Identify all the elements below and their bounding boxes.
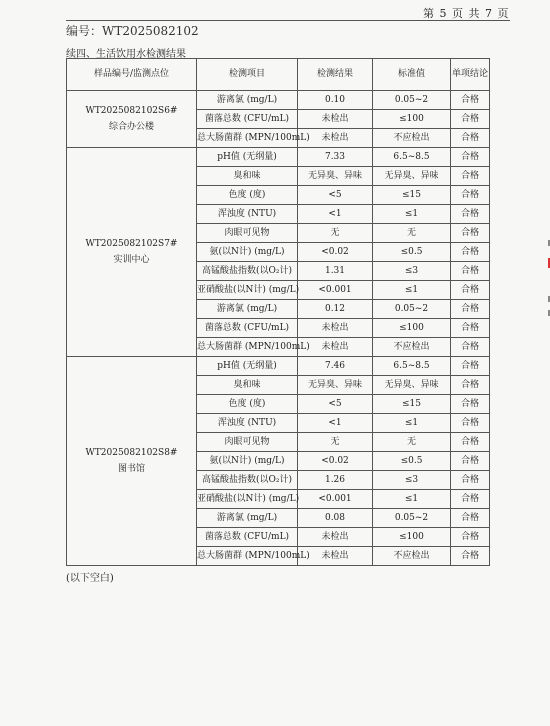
standard-cell: ≤1: [373, 281, 451, 300]
conclusion-cell: 合格: [451, 319, 490, 338]
conclusion-cell: 合格: [451, 490, 490, 509]
table-row: [67, 357, 490, 376]
result-cell: <5: [298, 186, 373, 205]
conclusion-cell: 合格: [451, 129, 490, 148]
item-cell: 高锰酸盐指数(以O₂计): [197, 471, 298, 490]
item-cell: 亚硝酸盐(以N计) (mg/L): [197, 490, 298, 509]
item-cell: 菌落总数 (CFU/mL): [197, 110, 298, 129]
conclusion-cell: 合格: [451, 338, 490, 357]
conclusion-cell: 合格: [451, 395, 490, 414]
result-cell: <1: [298, 205, 373, 224]
result-cell: 7.33: [298, 148, 373, 167]
item-cell: 色度 (度): [197, 395, 298, 414]
standard-cell: 不应检出: [373, 338, 451, 357]
standard-cell: ≤15: [373, 186, 451, 205]
result-cell: 未检出: [298, 547, 373, 566]
result-cell: 1.26: [298, 471, 373, 490]
result-cell: 未检出: [298, 129, 373, 148]
result-cell: 1.31: [298, 262, 373, 281]
result-cell: 无异臭、异味: [298, 376, 373, 395]
standard-cell: ≤100: [373, 110, 451, 129]
item-cell: 肉眼可见物: [197, 433, 298, 452]
conclusion-cell: 合格: [451, 224, 490, 243]
conclusion-cell: 合格: [451, 205, 490, 224]
conclusion-cell: 合格: [451, 186, 490, 205]
item-cell: 高锰酸盐指数(以O₂计): [197, 262, 298, 281]
item-cell: 氨(以N计) (mg/L): [197, 243, 298, 262]
report-number: 编号：WT2025082102: [66, 24, 199, 38]
standard-cell: ≤3: [373, 471, 451, 490]
header-item: 检测项目: [197, 59, 298, 91]
conclusion-cell: 合格: [451, 281, 490, 300]
section-title: 续四、生活饮用水检测结果: [66, 49, 186, 60]
result-cell: <1: [298, 414, 373, 433]
item-cell: 游离氯 (mg/L): [197, 509, 298, 528]
sample-point-cell: [67, 357, 197, 566]
table-row: [67, 148, 490, 167]
standard-cell: ≤100: [373, 319, 451, 338]
sample-location: 图书馆: [117, 464, 145, 474]
result-cell: 无: [298, 433, 373, 452]
standard-cell: ≤1: [373, 490, 451, 509]
header-conclusion: 单项结论: [451, 59, 490, 91]
item-cell: 总大肠菌群 (MPN/100mL): [197, 547, 298, 566]
item-cell: 浑浊度 (NTU): [197, 414, 298, 433]
sample-point-cell: [67, 91, 197, 148]
conclusion-cell: 合格: [451, 433, 490, 452]
standard-cell: 无异臭、异味: [373, 167, 451, 186]
standard-cell: 不应检出: [373, 129, 451, 148]
item-cell: 菌落总数 (CFU/mL): [197, 319, 298, 338]
standard-cell: ≤1: [373, 414, 451, 433]
item-cell: 臭和味: [197, 376, 298, 395]
conclusion-cell: 合格: [451, 414, 490, 433]
conclusion-cell: 合格: [451, 471, 490, 490]
header-sample: 样品编号/监测点位: [67, 59, 197, 91]
item-cell: pH值 (无纲量): [197, 148, 298, 167]
sample-id: WT2025082102S6#: [85, 106, 178, 116]
standard-cell: 0.05~2: [373, 300, 451, 319]
item-cell: 臭和味: [197, 167, 298, 186]
item-cell: 色度 (度): [197, 186, 298, 205]
table-row: [67, 91, 490, 110]
item-cell: 菌落总数 (CFU/mL): [197, 528, 298, 547]
result-cell: 0.12: [298, 300, 373, 319]
conclusion-cell: 合格: [451, 262, 490, 281]
conclusion-cell: 合格: [451, 547, 490, 566]
item-cell: pH值 (无纲量): [197, 357, 298, 376]
standard-cell: ≤0.5: [373, 243, 451, 262]
sample-point-cell: [67, 148, 197, 357]
sample-id: WT2025082102S8#: [85, 448, 178, 458]
result-cell: 0.08: [298, 509, 373, 528]
item-cell: 亚硝酸盐(以N计) (mg/L): [197, 281, 298, 300]
standard-cell: 0.05~2: [373, 91, 451, 110]
result-cell: <5: [298, 395, 373, 414]
page-number: 第 5 页 共 7 页: [423, 7, 510, 20]
conclusion-cell: 合格: [451, 528, 490, 547]
standard-cell: 无: [373, 433, 451, 452]
standard-cell: ≤100: [373, 528, 451, 547]
conclusion-cell: 合格: [451, 376, 490, 395]
header-result: 检测结果: [298, 59, 373, 91]
sample-location: 实训中心: [113, 255, 150, 265]
result-cell: <0.001: [298, 281, 373, 300]
sample-location: 综合办公楼: [108, 122, 154, 132]
result-cell: 未检出: [298, 319, 373, 338]
conclusion-cell: 合格: [451, 452, 490, 471]
header-rule: [66, 20, 510, 21]
item-cell: 浑浊度 (NTU): [197, 205, 298, 224]
result-cell: 无: [298, 224, 373, 243]
result-cell: 7.46: [298, 357, 373, 376]
item-cell: 总大肠菌群 (MPN/100mL): [197, 129, 298, 148]
item-cell: 总大肠菌群 (MPN/100mL): [197, 338, 298, 357]
conclusion-cell: 合格: [451, 509, 490, 528]
results-table: [66, 58, 490, 566]
standard-cell: 6.5~8.5: [373, 357, 451, 376]
standard-cell: 6.5~8.5: [373, 148, 451, 167]
conclusion-cell: 合格: [451, 300, 490, 319]
item-cell: 肉眼可见物: [197, 224, 298, 243]
standard-cell: ≤15: [373, 395, 451, 414]
conclusion-cell: 合格: [451, 110, 490, 129]
result-cell: <0.001: [298, 490, 373, 509]
end-note: (以下空白): [66, 573, 114, 584]
standard-cell: ≤1: [373, 205, 451, 224]
result-cell: 0.10: [298, 91, 373, 110]
standard-cell: 无异臭、异味: [373, 376, 451, 395]
sample-id: WT2025082102S7#: [85, 239, 178, 249]
result-cell: <0.02: [298, 243, 373, 262]
result-cell: 无异臭、异味: [298, 167, 373, 186]
conclusion-cell: 合格: [451, 91, 490, 110]
standard-cell: 不应检出: [373, 547, 451, 566]
item-cell: 游离氯 (mg/L): [197, 91, 298, 110]
standard-cell: ≤3: [373, 262, 451, 281]
conclusion-cell: 合格: [451, 167, 490, 186]
result-cell: <0.02: [298, 452, 373, 471]
standard-cell: 无: [373, 224, 451, 243]
result-cell: 未检出: [298, 110, 373, 129]
conclusion-cell: 合格: [451, 243, 490, 262]
table-header-row: [67, 59, 490, 91]
result-cell: 未检出: [298, 528, 373, 547]
header-standard: 标准值: [373, 59, 451, 91]
item-cell: 氨(以N计) (mg/L): [197, 452, 298, 471]
conclusion-cell: 合格: [451, 357, 490, 376]
conclusion-cell: 合格: [451, 148, 490, 167]
standard-cell: ≤0.5: [373, 452, 451, 471]
standard-cell: 0.05~2: [373, 509, 451, 528]
result-cell: 未检出: [298, 338, 373, 357]
item-cell: 游离氯 (mg/L): [197, 300, 298, 319]
